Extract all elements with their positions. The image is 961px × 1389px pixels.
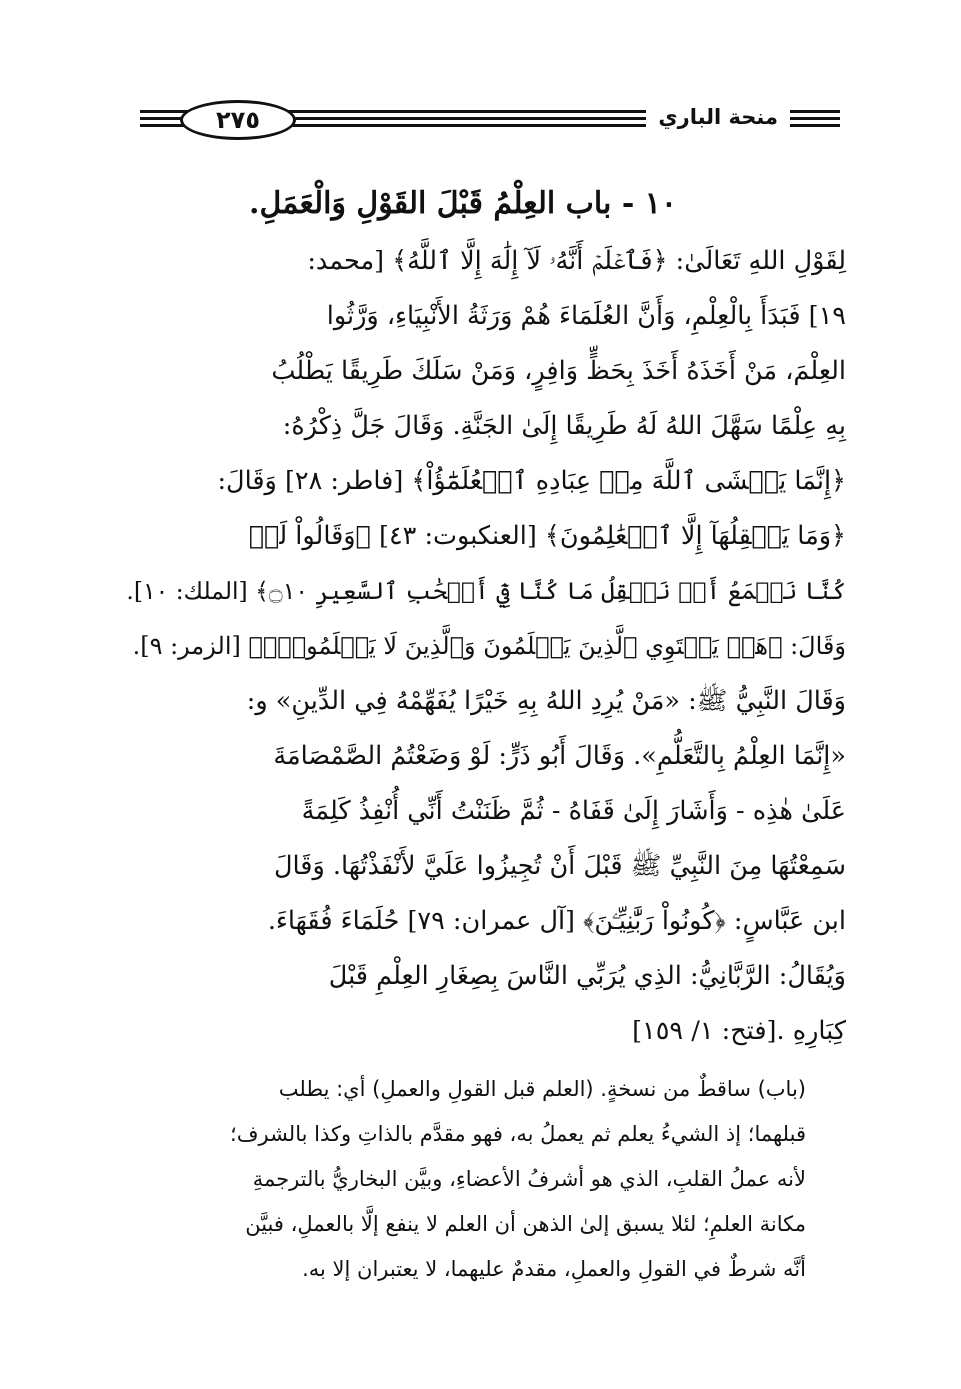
commentary-line: أنَّه شرطٌ في القولِ والعملِ، مقدمٌ عليهما، لا يعتبران إلا به.: [302, 1257, 806, 1281]
matn-line: ﴿إِنَّمَا يَخۡشَى ٱللَّهَ مِنۡ عِبَادِهِ ٱلۡعُلَمَٰٓؤُاْ﴾ [فاطر: ٢٨] وَقَالَ:: [217, 466, 846, 496]
matn-line: كِبَارِهِ .[فتح: ١/ ١٥٩]: [632, 1016, 846, 1046]
commentary-text: [120, 1067, 846, 1292]
matn-line: ابن عَبَّاسٍ: ﴿كُونُواْ رَبَّٰنِيِّـۧنَ﴾ [آل عمران: ٧٩] حُلَمَاءَ فُقَهَاءَ.: [267, 906, 846, 936]
matn-text: [120, 234, 846, 1059]
matn-line: وَيُقَالُ: الرَّبَّانِيُّ: الذِي يُرَبِّي النَّاسَ بِصِغَارِ العِلْمِ قَبْلَ: [328, 961, 846, 991]
matn-line: وَقَالَ النَّبِيُّ ﷺ: «مَنْ يُرِدِ اللهُ بِهِ خَيْرًا يُفَهِّمْهُ فِي الدِّينِ» و:: [246, 686, 846, 716]
matn-line: ﴿وَمَا يَعۡقِلُهَآ إِلَّا ٱلۡعَٰلِمُونَ﴾ [العنكبوت: ٤٣] ﴿وَقَالُواْ لَوۡ: [248, 521, 846, 551]
matn-line: بِهِ عِلْمًا سَهَّلَ اللهُ لَهُ طَرِيقًا إِلَىٰ الجَنَّةِ. وَقَالَ جَلَّ ذِكْرُهُ:: [282, 411, 846, 441]
matn-line: ١٩] فَبَدَأَ بِالْعِلْمِ، وَأَنَّ العُلَمَاءَ هُمْ وَرَثَةُ الأَنْبِيَاءِ، وَرَّثُوا: [326, 301, 846, 331]
page-header: [140, 98, 840, 134]
commentary-line: لأنه عملُ القلبِ، الذي هو أشرفُ الأعضاءِ، وبيَّن البخاريُّ بالترجمةِ: [252, 1167, 806, 1191]
commentary-line: مكانة العلمِ؛ لئلا يسبق إلىٰ الذهن أن العلم لا ينفع إلَّا بالعملِ، فبيَّن: [245, 1212, 806, 1236]
page-number: ٢٧٥: [180, 100, 296, 140]
chapter-title: ١٠ - باب العِلْمُ قَبْلَ القَوْلِ وَالْعَمَلِ.: [249, 186, 677, 221]
matn-line: «إِنَّمَا العِلْمُ بِالتَّعَلُّمِ». وَقَالَ أَبُو ذَرٍّ: لَوْ وَضَعْتُمُ الصَّمْصَامَةَ: [273, 741, 846, 771]
commentary-line: (باب) ساقطٌ من نسخةٍ. (العلم قبل القولِ والعملِ) أي: يطلب: [278, 1077, 806, 1101]
commentary-line: قبلهما؛ إذ الشيءُ يعلم ثم يعملُ به، فهو مقدَّم بالذاتِ وكذا بالشرف؛: [230, 1122, 806, 1146]
matn-line: سَمِعْتُهَا مِنَ النَّبِيِّ ﷺ قَبْلَ أَنْ تُجِيزُوا عَلَيَّ لأَنْفَذْتُهَا. وَقَالَ: [273, 851, 846, 881]
matn-line: لِقَوْلِ اللهِ تَعَالَىٰ: ﴿فَٱعۡلَمۡ أَنَّهُۥ لَآ إِلَٰهَ إِلَّا ٱللَّهُ﴾ [محمد:: [307, 246, 846, 276]
matn-line: العِلْمَ، مَنْ أَخَذَهُ أَخَذَ بِحَظٍّ وَافِرٍ، وَمَنْ سَلَكَ طَرِيقًا يَطْلُبُ: [271, 356, 846, 386]
matn-line: كُنَّا نَسۡمَعُ أَوۡ نَعۡقِلُ مَا كُنَّا فِيٓ أَصۡحَٰبِ ٱلسَّعِيرِ ۝١٠﴾ [الملك: ١٠].: [126, 577, 846, 605]
matn-line: عَلَىٰ هٰذِه - وَأَشَارَ إِلَىٰ قَفَاهُ - ثُمَّ ظَنَنْتُ أَنِّي أُنْفِذُ كَلِمَةً: [301, 796, 846, 826]
page-content: [120, 178, 846, 1292]
matn-line: وَقَالَ: ﴿هَلۡ يَسۡتَوِي ٱلَّذِينَ يَعۡلَمُونَ وَٱلَّذِينَ لَا يَعۡلَمُونَۗ﴾ [الزمر: ٩].: [132, 632, 846, 660]
running-title: منحة الباري: [646, 100, 790, 134]
